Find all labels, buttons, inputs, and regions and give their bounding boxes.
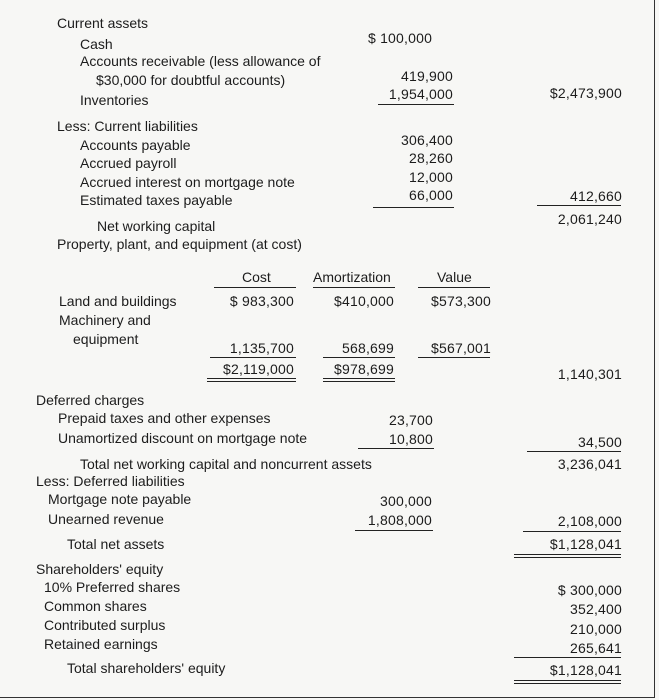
- total-equity-underline-1: [514, 680, 621, 681]
- total-equity-label: Total shareholders' equity: [67, 660, 226, 676]
- discount-underline: [358, 448, 434, 449]
- estimated-taxes-amount: 66,000: [408, 187, 453, 203]
- deferred-liabilities-heading: Less: Deferred liabilities: [36, 473, 185, 489]
- retained-earnings-underline: [514, 657, 621, 658]
- total-equity-amount: $1,128,041: [549, 662, 622, 678]
- unearned-underline: [355, 530, 433, 531]
- current-assets-total: $2,473,900: [549, 85, 622, 101]
- accrued-interest-amount: 12,000: [408, 169, 453, 185]
- machinery-amortization-underline: [323, 357, 395, 358]
- ppe-col-amortization-underline: [313, 287, 395, 288]
- ppe-total-amortization-underline-1: [323, 378, 395, 379]
- machinery-value-underline: [418, 357, 490, 358]
- deferred-charges-total: 34,500: [577, 434, 622, 450]
- accrued-payroll-label: Accrued payroll: [80, 155, 177, 171]
- ppe-total-cost-underline-1: [207, 378, 296, 379]
- inventories-underline: [378, 104, 454, 105]
- deferred-charges-total-underline: [527, 451, 621, 452]
- accounts-payable-amount: 306,400: [400, 132, 453, 148]
- ppe-col-value-underline: [418, 287, 490, 288]
- ppe-col-amortization: Amortization: [313, 269, 391, 285]
- mortgage-label: Mortgage note payable: [48, 491, 192, 507]
- discount-amount: 10,800: [388, 431, 433, 447]
- current-liabilities-heading: Less: Current liabilities: [57, 118, 198, 134]
- total-nwc-label: Total net working capital and noncurrent assets: [80, 456, 372, 472]
- unearned-label: Unearned revenue: [48, 511, 164, 527]
- machinery-cost-underline: [210, 357, 296, 358]
- ppe-total-cost: $2,119,000: [222, 361, 294, 377]
- accounts-payable-label: Accounts payable: [80, 137, 191, 153]
- machinery-value: $567,001: [431, 340, 491, 356]
- accrued-interest-label: Accrued interest on mortgage note: [80, 174, 295, 190]
- land-amortization: $410,000: [334, 293, 394, 309]
- inventories-label: Inventories: [80, 92, 149, 108]
- machinery-cost: 1,135,700: [229, 340, 294, 356]
- deferred-liabilities-total-underline: [523, 531, 621, 532]
- total-net-assets-label: Total net assets: [67, 536, 165, 552]
- ppe-col-value: Value: [437, 269, 472, 285]
- total-nwc-amount: 3,236,041: [557, 456, 622, 472]
- total-net-assets-underline-2: [514, 557, 621, 558]
- total-net-assets-amount: $1,128,041: [549, 536, 622, 552]
- machinery-label-line1: Machinery and: [59, 312, 151, 328]
- deferred-charges-heading: Deferred charges: [36, 392, 145, 408]
- retained-earnings-amount: 265,641: [569, 640, 622, 656]
- retained-earnings-label: Retained earnings: [44, 636, 158, 652]
- mortgage-amount: 300,000: [379, 493, 432, 509]
- accrued-payroll-amount: 28,260: [408, 150, 453, 166]
- deferred-liabilities-total: 2,108,000: [557, 513, 622, 529]
- estimated-taxes-label: Estimated taxes payable: [80, 192, 233, 208]
- ppe-col-cost-underline: [214, 287, 296, 288]
- receivable-label-line2: $30,000 for doubtful accounts): [96, 72, 286, 88]
- land-label: Land and buildings: [59, 293, 177, 309]
- current-liabilities-total: 412,660: [569, 188, 622, 204]
- net-working-capital-amount: 2,061,240: [557, 211, 622, 227]
- land-value: $573,300: [431, 293, 491, 309]
- liabilities-total-underline: [537, 205, 621, 206]
- preferred-shares-amount: $ 300,000: [557, 582, 622, 598]
- receivable-amount: 419,900: [400, 68, 453, 84]
- total-equity-underline-2: [514, 683, 621, 684]
- total-net-assets-underline-1: [514, 554, 621, 555]
- cash-amount: $ 100,000: [368, 30, 433, 46]
- common-shares-label: Common shares: [44, 598, 147, 614]
- inventories-amount: 1,954,000: [388, 86, 453, 102]
- land-cost: $ 983,300: [229, 293, 294, 309]
- liabilities-underline: [373, 207, 454, 208]
- preferred-shares-label: 10% Preferred shares: [44, 579, 181, 595]
- ppe-total-amortization-underline-2: [323, 381, 395, 382]
- prepaid-label: Prepaid taxes and other expenses: [58, 410, 271, 426]
- cash-label: Cash: [80, 36, 113, 52]
- machinery-label-line2: equipment: [73, 331, 139, 347]
- common-shares-amount: 352,400: [569, 601, 622, 617]
- ppe-total-amortization: $978,699: [334, 361, 394, 377]
- ppe-col-cost: Cost: [242, 269, 271, 285]
- discount-label: Unamortized discount on mortgage note: [58, 430, 308, 446]
- prepaid-amount: 23,700: [388, 412, 433, 428]
- equity-heading: Shareholders' equity: [36, 561, 164, 577]
- ppe-total: 1,140,301: [557, 366, 622, 382]
- ppe-heading: Property, plant, and equipment (at cost): [57, 236, 302, 252]
- current-assets-heading: Current assets: [57, 15, 149, 31]
- receivable-label-line1: Accounts receivable (less allowance of: [80, 53, 321, 69]
- contributed-surplus-amount: 210,000: [569, 621, 622, 637]
- unearned-amount: 1,808,000: [367, 512, 432, 528]
- machinery-amortization: 568,699: [341, 340, 394, 356]
- net-working-capital-label: Net working capital: [97, 218, 216, 234]
- contributed-surplus-label: Contributed surplus: [44, 617, 166, 633]
- ppe-total-cost-underline-2: [207, 381, 296, 382]
